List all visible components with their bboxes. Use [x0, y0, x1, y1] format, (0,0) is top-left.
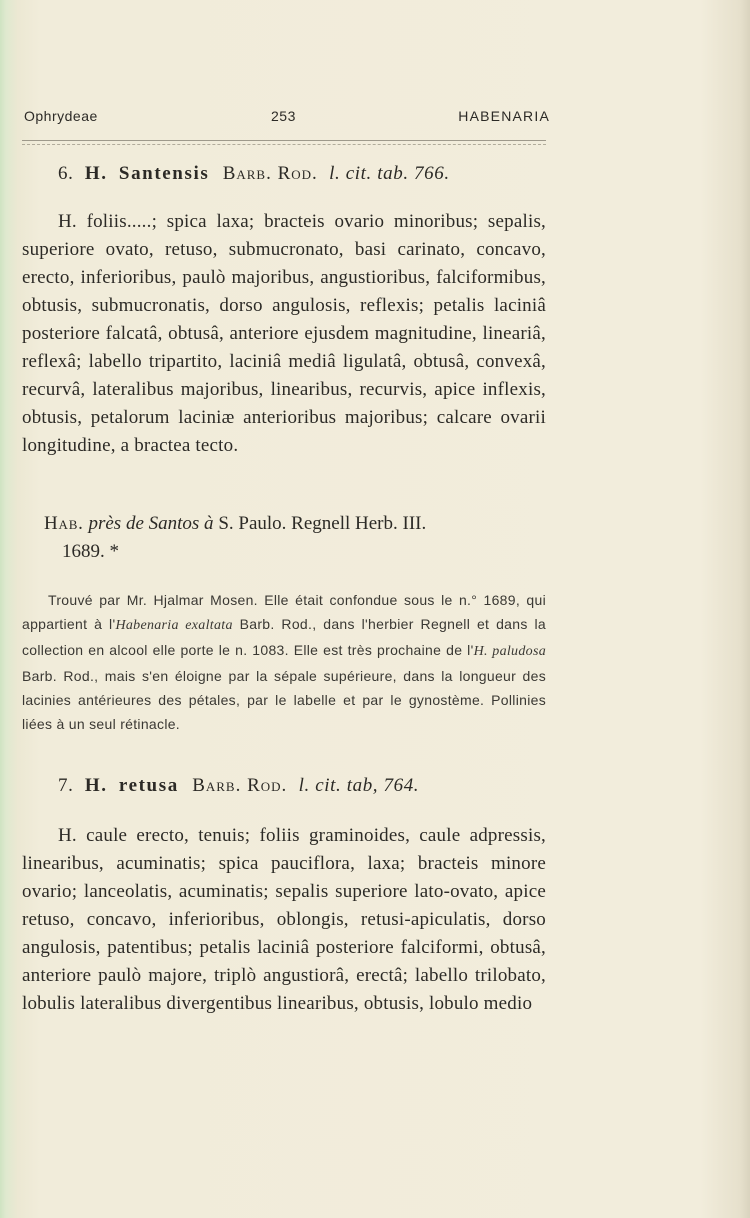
genus-abbreviation: H.: [84, 775, 108, 796]
species-authority: Barb. Rod.: [192, 775, 288, 796]
page-number: 253: [271, 108, 296, 124]
habitat-line: [44, 510, 544, 566]
note-taxon-1: Habenaria exaltata: [115, 618, 233, 633]
species-number: 6.: [58, 163, 74, 184]
species-description: [22, 822, 546, 1018]
species-heading: [58, 775, 419, 797]
species-heading: [58, 163, 450, 185]
note-text-3: Barb. Rod., mais s'en éloigne par la sépale supérieure, dans la longueur des lacinies antérieures des pétales, par le labelle et par le gynostème. Pollinies liées à un seul rétinacle.: [22, 668, 546, 732]
header-genus-name: HABENARIA: [458, 108, 550, 124]
habitat-label: Hab.: [44, 513, 84, 534]
header-rule: [22, 140, 546, 145]
species-reference: l. cit. tab, 764.: [298, 775, 420, 796]
habitat-details: S. Paulo. Regnell Herb. III.: [218, 513, 427, 534]
running-header: [24, 108, 550, 130]
species-reference: l. cit. tab. 766.: [329, 163, 450, 184]
species-number: 7.: [58, 775, 74, 796]
note-taxon-2: H. paludosa: [473, 644, 547, 659]
species-description: [22, 208, 546, 460]
genus-abbreviation: H.: [84, 163, 108, 184]
species-epithet: Santensis: [118, 163, 210, 184]
species-epithet: retusa: [118, 775, 179, 796]
habitat-specimen-number: 1689. *: [62, 541, 119, 562]
species-authority: Barb. Rod.: [222, 163, 318, 184]
header-section-name: Ophrydeae: [24, 108, 98, 124]
french-note: [22, 588, 546, 736]
note-text-1: Trouvé par Mr. Hjalmar Mosen. Elle était confondue sous le n.° 1689, qui appartient à l': [22, 592, 546, 632]
description-text: H. foliis.....; spica laxa; bracteis ovario minoribus; sepalis, superiore ovato, retuso, submucronato, basi carinato, concavo, erecto, inferioribus, paulò majoribus, angustioribus, falciformibus, obtusis, submucronatis, dorso angulosis, reflexis; petalis laciniâ posteriore falcatâ, obtusâ, anteriore ejusdem magnitudine, lineariâ, reflexâ; labello tripartito, laciniâ mediâ ligulatâ, obtusâ, convexâ, recurvâ, lateralibus majoribus, linearibus, recurvis, apice inflexis, obtusis, petalorum laciniæ anterioribus majoribus; calcare ovarii longitudine, a bractea tecto.: [22, 211, 546, 456]
habitat-locality: près de Santos à: [88, 513, 214, 534]
note-text-2: Barb. Rod., dans l'herbier Regnell et dans la collection en alcool elle porte le n. 1083. Elle est très prochaine de l': [22, 616, 546, 658]
description-text: H. caule erecto, tenuis; foliis graminoides, caule adpressis, linearibus, acuminatis; spica pauciflora, laxa; bracteis minore ovario; lanceolatis, acuminatis; sepalis superiore lato-ovato, apice retuso, concavo, inferioribus, oblongis, retusi-apiculatis, dorso angulosis, patentibus; petalis laciniâ posteriore falciformi, obtusâ, anteriore paulò majore, triplò angustiorâ, erectâ; labello trilobato, lobulis lateralibus divergentibus linearibus, obtusis, lobulo medio: [22, 825, 546, 1014]
